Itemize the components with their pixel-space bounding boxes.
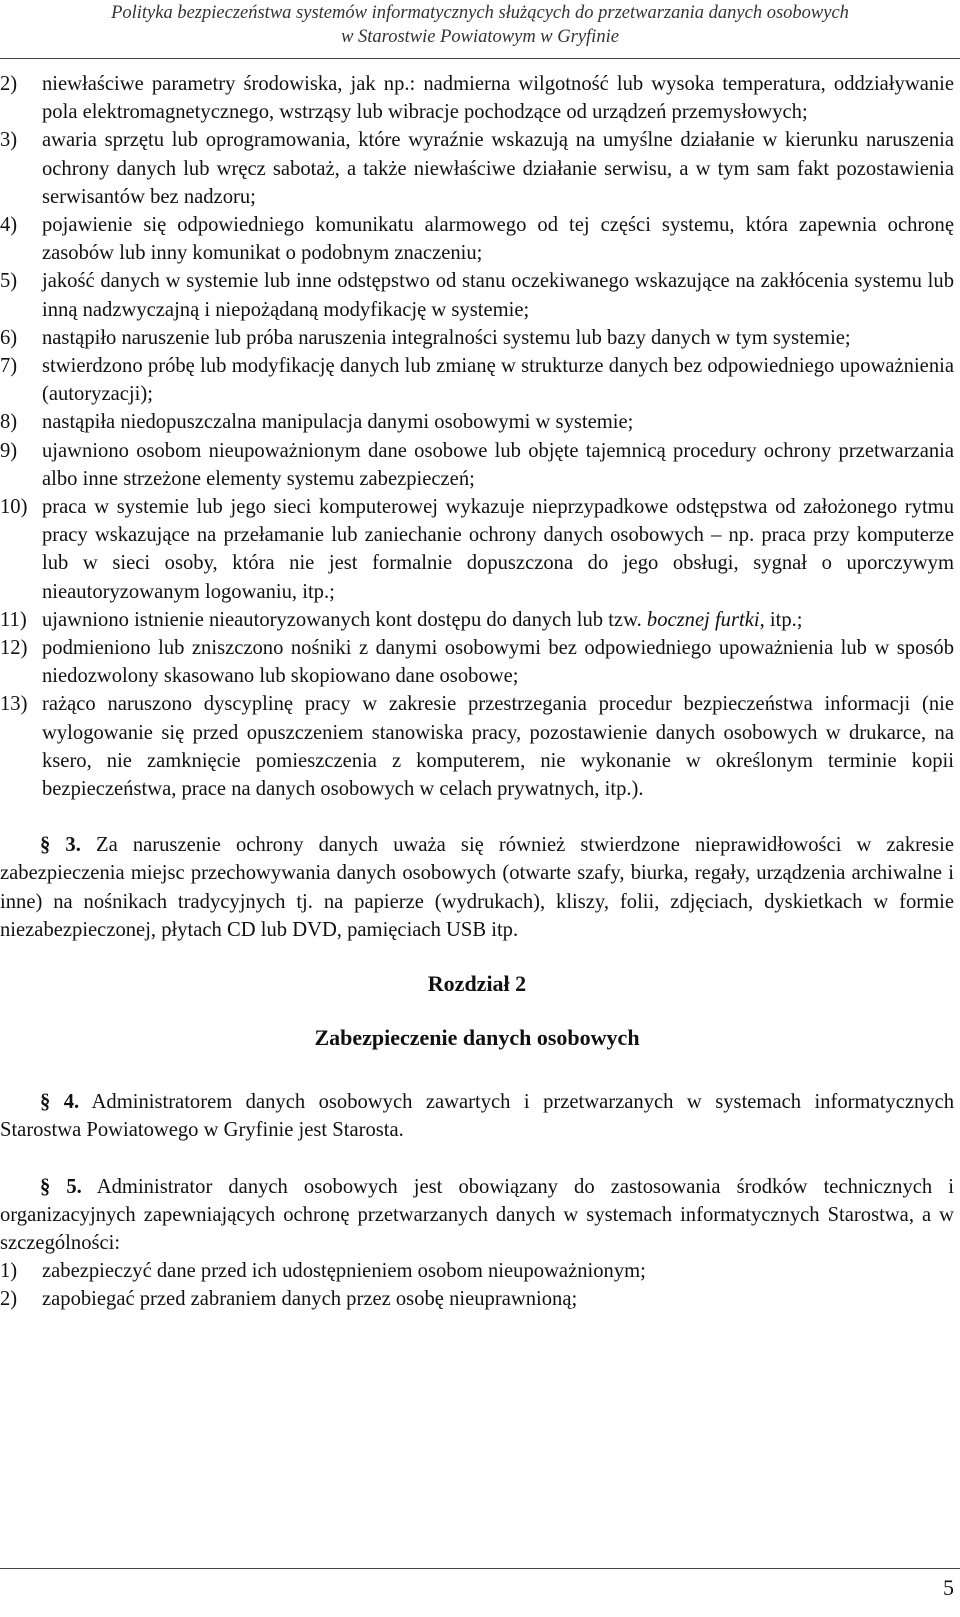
list-item xyxy=(0,352,954,408)
list-item-text xyxy=(42,690,954,803)
section-mark: § 5. xyxy=(40,1175,82,1198)
list-item-text-main: stwierdzono próbę lub modyfikację danych lub zmianę w strukturze danych bez odpowiedniego upoważnienia (autoryzacji); xyxy=(42,355,954,406)
section-mark: § 4. xyxy=(40,1091,80,1114)
list-item xyxy=(0,324,954,352)
list-item-text-main: zabezpieczyć dane przed ich udostępnieniem osobom nieupoważnionym; xyxy=(42,1260,646,1283)
list-item-text xyxy=(42,352,954,408)
list-item-text-main: podmieniono lub zniszczono nośniki z danymi osobowymi bez odpowiedniego upoważnienia lub w sposób niedozwolony skasowano lub skopiowano dane osobowe; xyxy=(42,637,954,688)
list-item-text-main: zapobiegać przed zabraniem danych przez osobę nieuprawnioną; xyxy=(42,1288,578,1311)
spacer xyxy=(0,998,954,1024)
header-divider xyxy=(0,58,960,59)
list-item-number: 11) xyxy=(0,608,27,631)
list-item-text-main: rażąco naruszono dyscyplinę pracy w zakresie przestrzegania procedur bezpieczeństwa informacji (nie wylogowanie się przed opuszczeniem stanowiska pracy, pozostawienie danych osobowych w drukarce, na ksero, nie zamknięcie pomieszczenia z komputerem, nie wykonanie w określonym terminie kopii bezpieczeństwa, prace na danych osobowych w celach prywatnych, itp.). xyxy=(42,693,954,801)
spacer xyxy=(0,944,954,970)
list-item-number: 5) xyxy=(0,270,18,293)
list-item-text xyxy=(42,324,954,352)
list-item-number: 9) xyxy=(0,439,18,462)
list-item-text xyxy=(42,211,954,267)
list-item-number: 4) xyxy=(0,214,18,237)
list-item xyxy=(0,1285,954,1313)
list-item-number: 10) xyxy=(0,496,28,519)
section-text: Administratorem danych osobowych zawartych i przetwarzanych w systemach informatycznych Starostwa Powiatowego w Gryfinie jest Starosta. xyxy=(0,1091,955,1142)
list-item-number: 3) xyxy=(0,129,18,152)
spacer xyxy=(0,803,954,831)
list-item xyxy=(0,606,954,634)
list-item xyxy=(0,437,954,493)
list-item-text xyxy=(42,408,954,436)
list-item xyxy=(0,126,954,211)
list-item xyxy=(0,70,954,126)
paragraph-section-5 xyxy=(0,1173,954,1258)
list-item-number: 6) xyxy=(0,326,18,349)
paragraph-section-3 xyxy=(0,831,954,944)
list-item-number: 7) xyxy=(0,355,18,378)
section-text: Za naruszenie ochrony danych uważa się również stwierdzone nieprawidłowości w zakresie zabezpieczenia miejsc przechowywania danych osobowych (otwarte szafy, biurka, regały, urządzenia archiwalne i inne) na nośnikach tradycyjnych tj. na papierze (wydrukach), kliszy, folii, zdjęciach, dyskietkach w formie niezabezpieczonej, płytach CD lub DVD, pamięciach USB itp. xyxy=(0,834,954,941)
list-item-text xyxy=(42,634,954,690)
list-item xyxy=(0,408,954,436)
list-item-text-main: jakość danych w systemie lub inne odstępstwo od stanu oczekiwanego wskazujące na zakłócenia systemu lub inną nadzwyczajną i niepożądaną modyfikację w systemie; xyxy=(42,270,954,321)
list-item xyxy=(0,634,954,690)
list-item xyxy=(0,690,954,803)
spacer xyxy=(0,1145,954,1173)
page-header xyxy=(0,0,960,60)
header-line-2: w Starostwie Powiatowym w Gryfinie xyxy=(341,27,619,47)
document-body xyxy=(0,70,954,1314)
list-item-text xyxy=(42,126,954,211)
footer-divider xyxy=(0,1568,960,1569)
list-item-text xyxy=(42,70,954,126)
chapter-title: Rozdział 2 xyxy=(427,971,527,997)
list-item-text xyxy=(42,606,954,634)
list-item-text-main: praca w systemie lub jego sieci komputerowej wykazuje nieprzypadkowe odstępstwa od założonego rytmu pracy wskazujące na przełamanie lub zaniechanie ochrony danych osobowych – np. praca przy komputerze lub w sieci osoby, która nie jest formalnie dopuszczona do jego obsługi, sygnał o uporczywym nieautoryzowanym logowaniu, itp.; xyxy=(42,496,954,603)
list-item-text-main: nastąpiła niedopuszczalna manipulacja danymi osobowymi w systemie; xyxy=(42,411,634,434)
list-item-text xyxy=(42,437,954,493)
page-number: 5 xyxy=(943,1575,954,1600)
section-mark: § 3. xyxy=(40,834,81,857)
list-item-number: 13) xyxy=(0,693,28,716)
list-item xyxy=(0,1257,954,1285)
list-item-text-main: ujawniono osobom nieupoważnionym dane osobowe lub objęte tajemnicą procedury ochrony przetwarzania albo inne strzeżone elementy systemu zabezpieczeń; xyxy=(42,439,954,490)
list-item-text-main: niewłaściwe parametry środowiska, jak np.: nadmierna wilgotność lub wysoka temperatura, oddziaływanie pola elektromagnetycznego, wstrząsy lub wibracje pochodzące od urządzeń przemysłowych; xyxy=(42,73,954,124)
list-item xyxy=(0,211,954,267)
list-item-text-tail: , itp.; xyxy=(759,608,803,631)
list-item-text xyxy=(42,1285,954,1313)
header-line-1: Polityka bezpieczeństwa systemów informatycznych służących do przetwarzania danych osobowych xyxy=(111,3,849,23)
paragraph-section-4 xyxy=(0,1088,954,1144)
list-item-number: 2) xyxy=(0,73,18,95)
list-item-number: 8) xyxy=(0,411,18,434)
list-item-text xyxy=(42,493,954,606)
list-item-number: 12) xyxy=(0,637,28,660)
list-item-text-main: awaria sprzętu lub oprogramowania, które wyraźnie wskazują na umyślne działanie w kierunku naruszenia ochrony danych lub wręcz sabotaż, a także niewłaściwe działanie serwisu, a w tym sam fakt pozostawienia serwisantów bez nadzoru; xyxy=(42,129,954,208)
list-item-text-main: ujawniono istnienie nieautoryzowanych kont dostępu do danych lub tzw. xyxy=(42,608,647,631)
spacer xyxy=(0,1052,954,1088)
chapter-subtitle: Zabezpieczenie danych osobowych xyxy=(314,1025,640,1051)
incident-list xyxy=(0,70,954,803)
list-item-text-main: pojawienie się odpowiedniego komunikatu alarmowego od tej części systemu, która zapewnia ochronę zasobów lub inny komunikat o podobnym znaczeniu; xyxy=(42,214,954,265)
list-item-number: 1) xyxy=(0,1260,18,1283)
obligations-list xyxy=(0,1257,954,1313)
list-item-text xyxy=(42,267,954,323)
list-item-number: 2) xyxy=(0,1288,18,1311)
list-item xyxy=(0,493,954,606)
list-item xyxy=(0,267,954,323)
section-text: Administrator danych osobowych jest obowiązany do zastosowania środków technicznych i organizacyjnych zapewniających ochronę przetwarzanych danych w systemach informatycznych Starostwa, a w szczególności: xyxy=(0,1175,954,1254)
list-item-text xyxy=(42,1257,954,1285)
list-item-text-emphasis: bocznej furtki xyxy=(646,608,760,631)
list-item-text-main: nastąpiło naruszenie lub próba naruszenia integralności systemu lub bazy danych w tym systemie; xyxy=(42,326,851,349)
